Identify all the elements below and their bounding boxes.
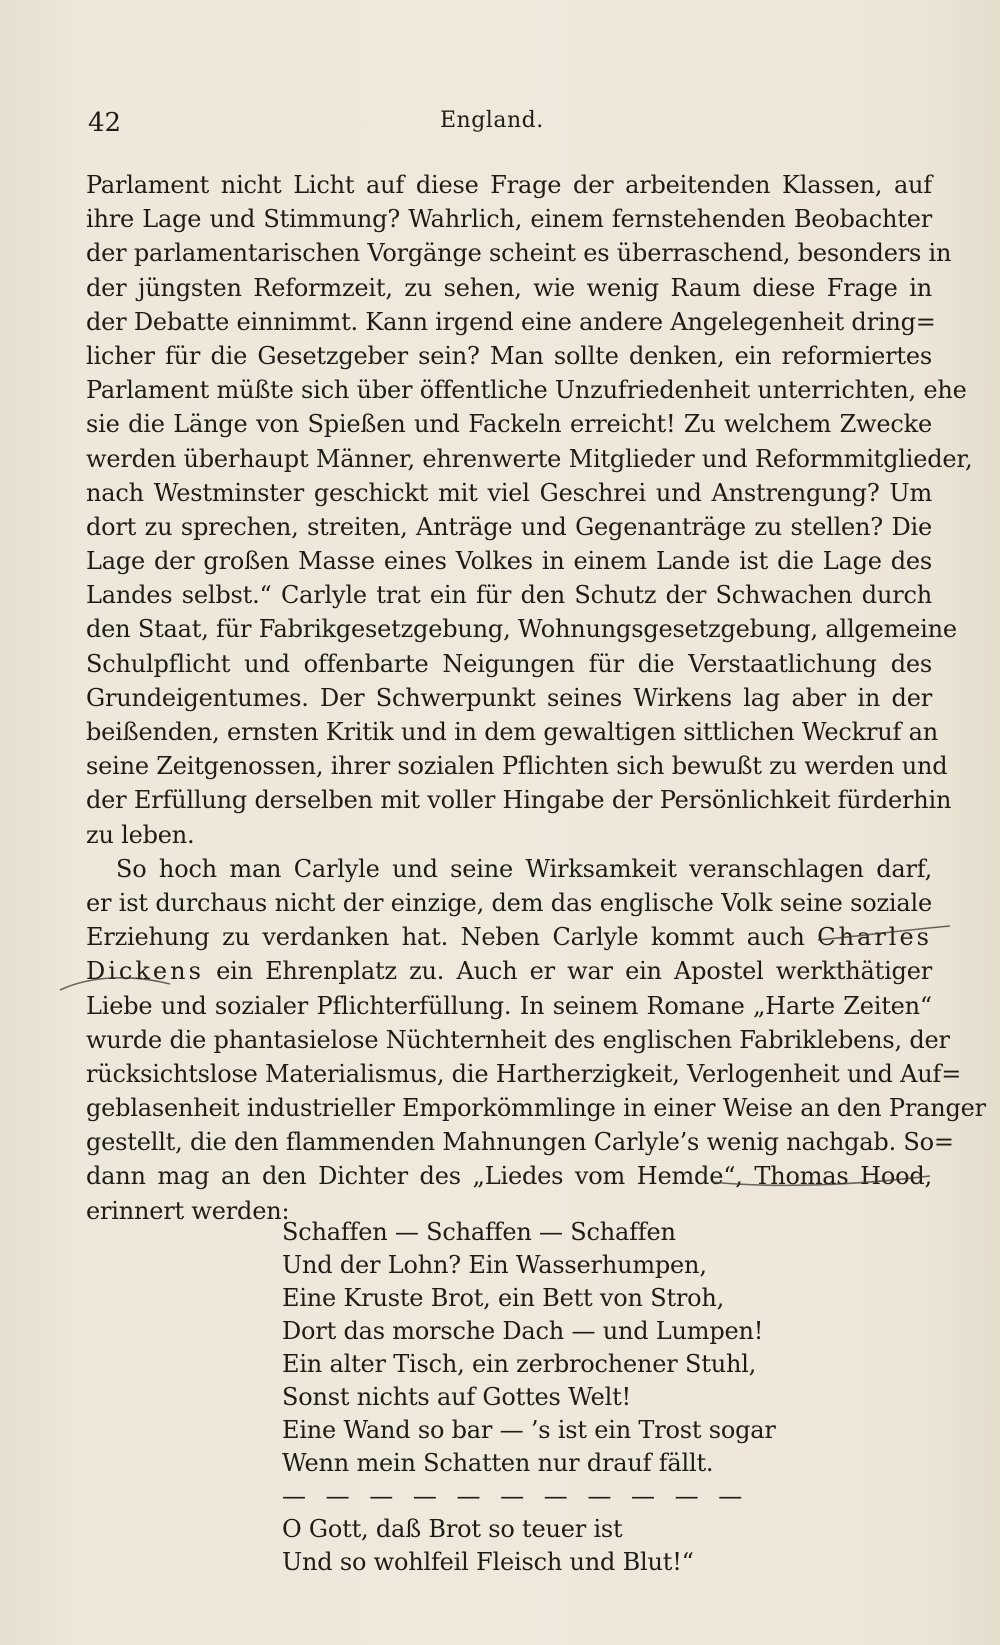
text-line: Grundeigentumes. Der Schwerpunkt seines Wirkens lag aber in der	[86, 683, 932, 712]
text-line: er ist durchaus nicht der einzige, dem das englische Volk seine soziale	[86, 888, 932, 917]
text-line: Landes selbst.“ Carlyle trat ein für den Schutz der Schwachen durch	[86, 581, 932, 610]
text-line: der parlamentarischen Vorgänge scheint es überraschend, besonders in	[86, 239, 952, 268]
text-line: der Erfüllung derselben mit voller Hingabe der Persönlichkeit fürderhin	[86, 786, 952, 815]
text-line: dann mag an den Dichter des „Liedes vom Hemde“, Thomas Hood,	[86, 1162, 932, 1191]
text-line	[86, 954, 932, 988]
text-line: licher für die Gesetzgeber sein? Man sollte denken, ein reformiertes	[86, 341, 932, 370]
text-line: geblasenheit industrieller Emporkömmlinge in einer Weise an den Pranger	[86, 1094, 986, 1123]
text-body	[86, 168, 986, 1228]
poem-line: Eine Wand so bar — ’s ist ein Trost sogar	[282, 1416, 776, 1444]
text-line: So hoch man Carlyle und seine Wirksamkeit veranschlagen darf,	[116, 854, 932, 883]
text-fragment: Erziehung zu verdanken hat. Neben Carlyle kommt auch	[86, 923, 818, 952]
text-line: gestellt, die den flammenden Mahnungen Carlyle’s wenig nachgab. So=	[86, 1128, 954, 1157]
running-head: England.	[440, 108, 544, 133]
poem-line: Eine Kruste Brot, ein Bett von Stroh,	[282, 1284, 725, 1312]
poem-line: Ein alter Tisch, ein zerbrochener Stuhl,	[282, 1350, 757, 1378]
text-line: sie die Länge von Spießen und Fackeln erreicht! Zu welchem Zwecke	[86, 410, 932, 439]
text-line: seine Zeitgenossen, ihrer sozialen Pflichten sich bewußt zu werden und	[86, 752, 948, 781]
poem-line: Und der Lohn? Ein Wasserhumpen,	[282, 1251, 707, 1279]
stanza-separator: — — — — — — — — — — —	[282, 1482, 749, 1510]
poem-line: Und so wohlfeil Fleisch und Blut!“	[282, 1548, 694, 1576]
text-line: Liebe und sozialer Pflichterfüllung. In seinem Romane „Harte Zeiten“	[86, 991, 932, 1020]
text-line: der Debatte einnimmt. Kann irgend eine andere Angelegenheit dring=	[86, 307, 936, 336]
text-line: Parlament müßte sich über öffentliche Unzufriedenheit unterrichten, ehe	[86, 376, 967, 405]
text-line: erinnert werden:	[86, 1196, 290, 1225]
poem-line: Wenn mein Schatten nur drauf fällt.	[282, 1449, 714, 1477]
text-line: Schulpflicht und offenbarte Neigungen für die Verstaatlichung des	[86, 649, 932, 678]
person-name-charles: Charles	[817, 923, 932, 952]
text-line: den Staat, für Fabrikgesetzgebung, Wohnungsgesetzgebung, allgemeine	[86, 615, 957, 644]
poem-line: O Gott, daß Brot so teuer ist	[282, 1515, 623, 1543]
text-line: der jüngsten Reformzeit, zu sehen, wie wenig Raum diese Frage in	[86, 273, 932, 302]
text-line: Parlament nicht Licht auf diese Frage der arbeitenden Klassen, auf	[86, 171, 932, 199]
text-line: ihre Lage und Stimmung? Wahrlich, einem fernstehenden Beobachter	[86, 205, 932, 234]
text-line: werden überhaupt Männer, ehrenwerte Mitglieder und Reformmitglieder,	[86, 444, 973, 473]
text-line: Lage der großen Masse eines Volkes in einem Lande ist die Lage des	[86, 547, 932, 576]
text-line: wurde die phantasielose Nüchternheit des englischen Fabriklebens, der	[86, 1025, 950, 1054]
text-line: nach Westminster geschickt mit viel Geschrei und Anstrengung? Um	[86, 478, 932, 507]
poem-line: Schaffen — Schaffen — Schaffen	[282, 1218, 676, 1246]
text-fragment: ein Ehrenplatz zu. Auch er war ein Apostel werkthätiger	[203, 957, 932, 986]
page-number: 42	[88, 108, 122, 138]
text-line: beißenden, ernsten Kritik und in dem gewaltigen sittlichen Weckruf an	[86, 718, 938, 746]
poem-quote	[282, 1216, 842, 1579]
poem-line: Dort das morsche Dach — und Lumpen!	[282, 1317, 764, 1345]
person-name-dickens: Dickens	[86, 957, 204, 986]
text-line: rücksichtslose Materialismus, die Hartherzigkeit, Verlogenheit und Auf=	[86, 1059, 962, 1088]
text-line: dort zu sprechen, streiten, Anträge und Gegenanträge zu stellen? Die	[86, 512, 932, 541]
text-line: zu leben.	[86, 820, 195, 849]
poem-line: Sonst nichts auf Gottes Welt!	[282, 1383, 631, 1411]
text-line	[86, 920, 932, 954]
